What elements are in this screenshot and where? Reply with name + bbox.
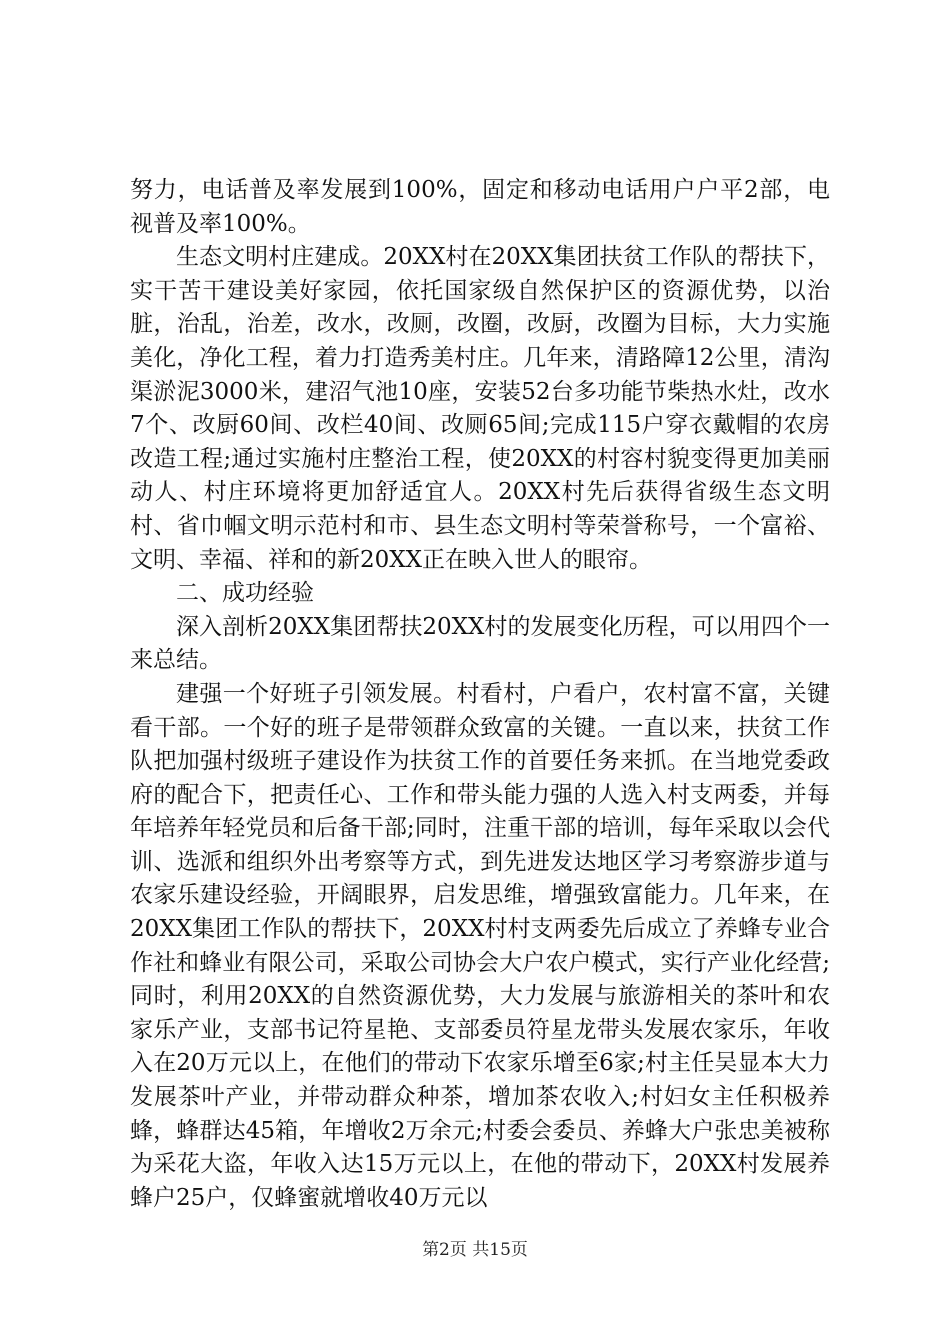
page-footer: 第2页 共15页 (422, 1240, 528, 1260)
paragraph-4: 建强一个好班子引领发展。村看村，户看户，农村富不富，关键看干部。一个好的班子是带领群众致富的关键。一直以来，扶贫工作队把加强村级班子建设作为扶贫工作的首要任务来抓。在当地党委政府的配合下，把责任心、工作和带头能力强的人选入村支两委，并每年培养年轻党员和后备干部;同时，注重干部的培训，每年采取以会代训、选派和组织外出考察等方式，到先进发达地区学习考察游步道与农家乐建设经验，开阔眼界，启发思维，增强致富能力。几年来，在20XX集团工作队的帮扶下，20XX村村支两委先后成立了养蜂专业合作社和蜂业有限公司，采取公司协会大户农户模式，实行产业化经营;同时，利用20XX的自然资源优势，大力发展与旅游相关的茶叶和农家乐产业，支部书记符星艳、支部委员符星龙带头发展农家乐，年收入在20万元以上，在他们的带动下农家乐增至6家;村主任吴显本大力发展茶叶产业，并带动群众种茶，增加茶农收入;村妇女主任积极养蜂，蜂群达45箱，年增收2万余元;村委会委员、养蜂大户张忠美被称为采花大盗，年收入达15万元以上，在他的带动下，20XX村发展养蜂户25户，仅蜂蜜就增收40万元以 (130, 680, 830, 1211)
document-body (130, 174, 830, 1215)
paragraph-1: 努力，电话普及率发展到100%，固定和移动电话用户户平2部，电视普及率100%。 (130, 177, 830, 237)
paragraph-2: 生态文明村庄建成。20XX村在20XX集团扶贫工作队的帮扶下，实干苦干建设美好家园，依托国家级自然保护区的资源优势，以治脏，治乱，治差，改水，改厕，改圈，改厨，改圈为目标，大力实施美化，净化工程，着力打造秀美村庄。几年来，清路障12公里，清沟渠淤泥3000米，建沼气池10座，安装52台多功能节柴热水灶，改水7个、改厨60间、改栏40间、改厕65间;完成115户穿衣戴帽的农房改造工程;通过实施村庄整治工程，使20XX的村容村貌变得更加美丽动人、村庄环境将更加舒适宜人。20XX村先后获得省级生态文明村、省巾帼文明示范村和市、县生态文明村等荣誉称号，一个富裕、文明、幸福、祥和的新20XX正在映入世人的眼帘。 (130, 244, 830, 573)
section-heading: 二、成功经验 (176, 580, 314, 607)
paragraph-3: 深入剖析20XX集团帮扶20XX村的发展变化历程，可以用四个一来总结。 (130, 613, 830, 674)
